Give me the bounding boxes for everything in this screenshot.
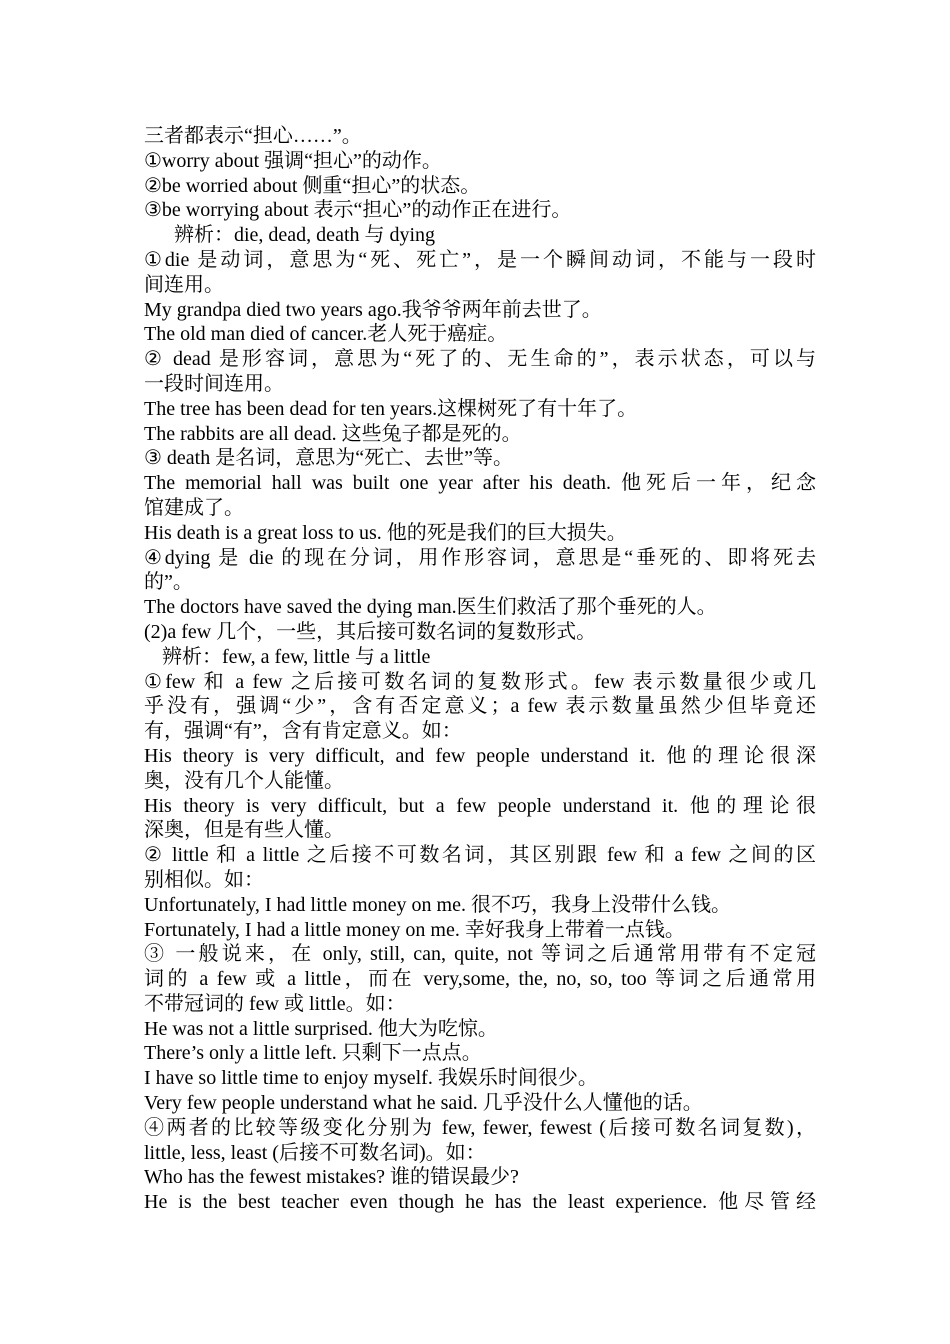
text-line: ②be worried about 侧重“担心”的状态。 <box>144 174 481 197</box>
example-sentence: His theory is very difficult, and few people understand it. 他的理论很深 <box>144 744 816 767</box>
text-line: ③be worrying about 表示“担心”的动作正在进行。 <box>144 199 572 222</box>
example-sentence: The memorial hall was built one year after his death. 他死后一年，纪念 <box>144 472 816 495</box>
text-line: 有，强调“有”，含有肯定意义。如： <box>144 720 462 743</box>
text-line: 词的 a few 或 a little，而在 very,some, the, no, so, too 等词之后通常用 <box>144 968 816 991</box>
example-sentence: The rabbits are all dead. 这些兔子都是死的。 <box>144 422 522 445</box>
example-sentence: My grandpa died two years ago.我爷爷两年前去世了。 <box>144 298 602 321</box>
text-line: ② little 和 a little 之后接不可数名词，其区别跟 few 和 a few 之间的区 <box>144 844 816 867</box>
example-sentence: He was not a little surprised. 他大为吃惊。 <box>144 1017 498 1040</box>
example-sentence: 奥，没有几个人能懂。 <box>144 769 344 792</box>
example-sentence: Unfortunately, I had little money on me. 很不巧，我身上没带什么钱。 <box>144 893 731 916</box>
text-line: little, less, least (后接不可数名词)。如： <box>144 1141 486 1164</box>
example-sentence: His death is a great loss to us. 他的死是我们的巨大损失。 <box>144 521 627 544</box>
text-line: ①few 和 a few 之后接可数名词的复数形式。few 表示数量很少或几 <box>144 670 816 693</box>
example-sentence: Very few people understand what he said. 几乎没什么人懂他的话。 <box>144 1092 703 1115</box>
example-sentence: The old man died of cancer.老人死于癌症。 <box>144 323 508 346</box>
example-sentence: His theory is very difficult, but a few people understand it. 他的理论很 <box>144 794 816 817</box>
text-line: 三者都表示“担心……”。 <box>144 125 362 147</box>
example-sentence: He is the best teacher even though he has the least experience. 他尽管经 <box>144 1191 816 1214</box>
section-heading: 辨析：few, a few, little 与 a little <box>162 645 431 668</box>
example-sentence: I have so little time to enjoy myself. 我娱乐时间很少。 <box>144 1067 598 1090</box>
text-line: ①die 是动词，意思为“死、死亡”，是一个瞬间动词，不能与一段时 <box>144 248 816 271</box>
example-sentence: Who has the fewest mistakes? 谁的错误最少? <box>144 1166 519 1189</box>
text-line: 的”。 <box>144 571 193 594</box>
text-line: 乎没有，强调“少”，含有否定意义；a few 表示数量虽然少但毕竟还 <box>144 695 816 718</box>
text-line: 间连用。 <box>144 273 224 296</box>
section-heading: 辨析：die, dead, death 与 dying <box>174 224 436 247</box>
text-line: 不带冠词的 few 或 little。如： <box>144 992 406 1015</box>
example-sentence: 深奥，但是有些人懂。 <box>144 819 344 842</box>
text-line: ③ 一般说来，在 only, still, can, quite, not 等词之后通常用带有不定冠 <box>144 943 816 966</box>
example-sentence: Fortunately, I had a little money on me. 幸好我身上带着一点钱。 <box>144 918 685 941</box>
text-line: ② dead 是形容词，意思为“死了的、无生命的”，表示状态，可以与 <box>144 348 816 371</box>
text-line: ①worry about 强调“担心”的动作。 <box>144 149 442 172</box>
text-line: ③ death 是名词，意思为“死亡、去世”等。 <box>144 447 513 470</box>
text-line: 别相似。如： <box>144 868 264 891</box>
text-line: 一段时间连用。 <box>144 372 284 395</box>
document-page <box>144 124 816 1215</box>
example-sentence: The doctors have saved the dying man.医生们救活了那个垂死的人。 <box>144 596 717 619</box>
example-sentence: There’s only a little left. 只剩下一点点。 <box>144 1042 482 1065</box>
example-sentence: The tree has been dead for ten years.这棵树死了有十年了。 <box>144 397 638 420</box>
text-line: ④两者的比较等级变化分别为 few, fewer, fewest (后接可数名词复数)， <box>144 1116 816 1139</box>
text-line: (2)a few 几个，一些，其后接可数名词的复数形式。 <box>144 620 597 643</box>
example-sentence: 馆建成了。 <box>144 496 244 519</box>
text-line: ④dying 是 die 的现在分词，用作形容词，意思是“垂死的、即将死去 <box>144 546 816 569</box>
